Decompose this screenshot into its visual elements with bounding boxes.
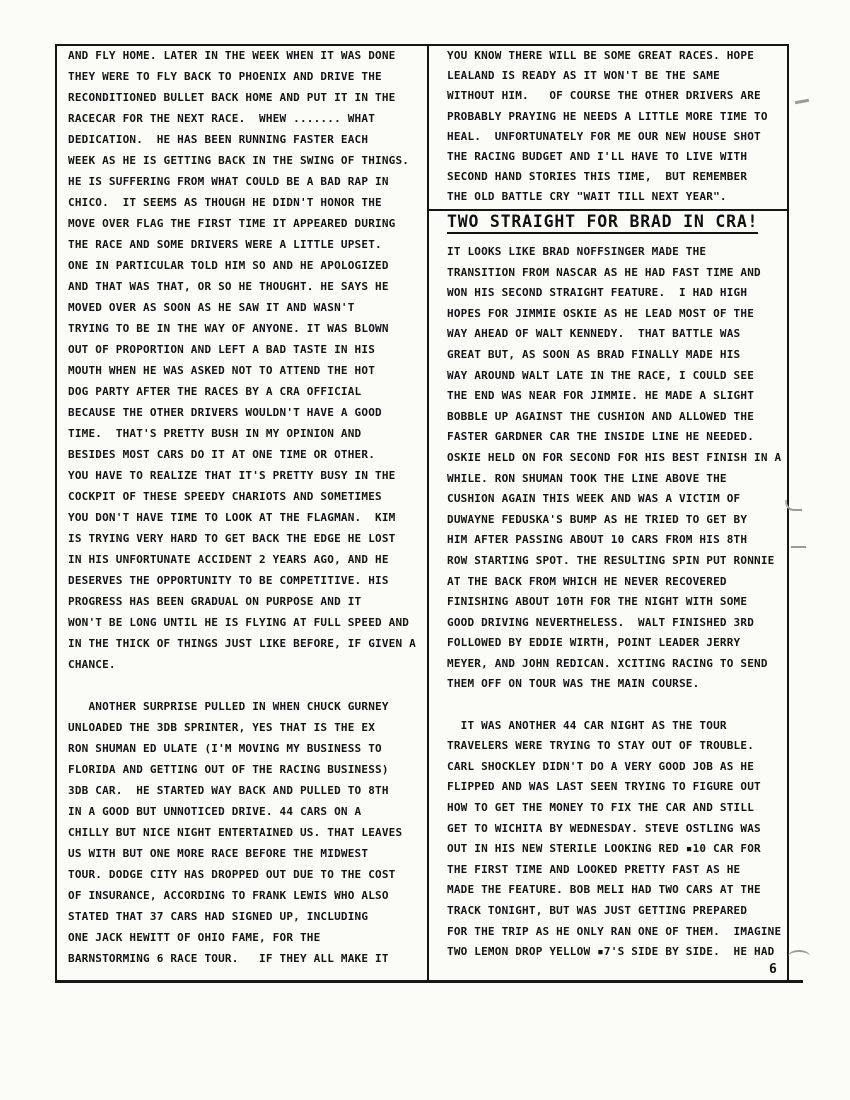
text-line: AT THE BACK FROM WHICH HE NEVER RECOVERED	[447, 574, 727, 588]
text-line: WON'T BE LONG UNTIL HE IS FLYING AT FULL SPEED AND	[68, 616, 410, 629]
text-line: PROBABLY PRAYING HE NEEDS A LITTLE MORE TIME TO	[447, 109, 768, 123]
text-line: TWO LEMON DROP YELLOW ▪7'S SIDE BY SIDE. HE HAD	[447, 945, 775, 959]
text-line: OSKIE HELD ON FOR SECOND FOR HIS BEST FINISH IN A	[447, 450, 782, 464]
text-line: TOUR. DODGE CITY HAS DROPPED OUT DUE TO THE COST	[68, 868, 396, 881]
text-line: CHILLY BUT NICE NIGHT ENTERTAINED US. THAT LEAVES	[68, 826, 403, 839]
text-line: ONE IN PARTICULAR TOLD HIM SO AND HE APOLOGIZED	[68, 259, 389, 272]
text-line: WEEK AS HE IS GETTING BACK IN THE SWING OF THINGS.	[68, 154, 410, 167]
text-line: TRAVELERS WERE TRYING TO STAY OUT OF TROUBLE.	[447, 739, 755, 753]
text-line: THE END WAS NEAR FOR JIMMIE. HE MADE A SLIGHT	[447, 389, 755, 403]
text-line: DOG PARTY AFTER THE RACES BY A CRA OFFICIAL	[68, 385, 362, 398]
text-line: RACECAR FOR THE NEXT RACE. WHEW ....... WHAT	[68, 112, 376, 125]
text-line: CARL SHOCKLEY DIDN'T DO A VERY GOOD JOB AS HE	[447, 759, 755, 773]
text-line: MOVE OVER FLAG THE FIRST TIME IT APPEARED DURING	[68, 217, 396, 230]
text-line: WHILE. RON SHUMAN TOOK THE LINE ABOVE THE	[447, 471, 727, 485]
text-line: GOOD DRIVING NEVERTHELESS. WALT FINISHED 3RD	[447, 615, 755, 629]
text-line: IN A GOOD BUT UNNOTICED DRIVE. 44 CARS ON A	[68, 805, 362, 818]
column-divider	[427, 44, 429, 982]
text-line: WAY AROUND WALT LATE IN THE RACE, I COULD SEE	[447, 368, 755, 382]
text-line: YOU HAVE TO REALIZE THAT IT'S PRETTY BUSY IN THE	[68, 469, 396, 482]
text-line: ROW STARTING SPOT. THE RESULTING SPIN PUT RONNIE	[447, 553, 775, 567]
text-line: IT WAS ANOTHER 44 CAR NIGHT AS THE TOUR	[447, 718, 727, 732]
text-line: IN THE THICK OF THINGS JUST LIKE BEFORE, IF GIVEN A	[68, 637, 416, 650]
text-line: OF INSURANCE, ACCORDING TO FRANK LEWIS WHO ALSO	[68, 889, 389, 902]
text-line: DUWAYNE FEDUSKA'S BUMP AS HE TRIED TO GET BY	[447, 512, 748, 526]
text-line: COCKPIT OF THESE SPEEDY CHARIOTS AND SOMETIMES	[68, 490, 382, 503]
scan-artifact-hook	[791, 546, 806, 548]
text-line: MADE THE FEATURE. BOB MELI HAD TWO CARS AT THE	[447, 883, 761, 897]
text-line: GREAT BUT, AS SOON AS BRAD FINALLY MADE HIS	[447, 347, 741, 361]
text-line: WON HIS SECOND STRAIGHT FEATURE. I HAD HIGH	[447, 286, 748, 300]
text-line: TRANSITION FROM NASCAR AS HE HAD FAST TIME AND	[447, 265, 761, 279]
section-headline: TWO STRAIGHT FOR BRAD IN CRA!	[447, 212, 758, 234]
right-column-body-text	[447, 245, 788, 966]
text-line: HOW TO GET THE MONEY TO FIX THE CAR AND STILL	[447, 801, 755, 815]
left-column-text	[68, 49, 418, 973]
text-line: FOLLOWED BY EDDIE WIRTH, POINT LEADER JERRY	[447, 636, 741, 650]
text-line: ONE JACK HEWITT OF OHIO FAME, FOR THE	[68, 931, 321, 944]
text-line: THE FIRST TIME AND LOOKED PRETTY FAST AS HE	[447, 862, 741, 876]
text-line: TIME. THAT'S PRETTY BUSH IN MY OPINION AND	[68, 427, 362, 440]
text-line: MEYER, AND JOHN REDICAN. XCITING RACING TO SEND	[447, 656, 768, 670]
text-line: AND FLY HOME. LATER IN THE WEEK WHEN IT WAS DONE	[68, 49, 396, 62]
text-line: FINISHING ABOUT 10TH FOR THE NIGHT WITH SOME	[447, 595, 748, 609]
text-line: OUT OF PROPORTION AND LEFT A BAD TASTE IN HIS	[68, 343, 376, 356]
text-line: IN HIS UNFORTUNATE ACCIDENT 2 YEARS AGO, AND HE	[68, 553, 389, 566]
right-column-intro-text	[447, 49, 788, 211]
text-line: WITHOUT HIM. OF COURSE THE OTHER DRIVERS ARE	[447, 89, 761, 103]
text-line: THEY WERE TO FLY BACK TO PHOENIX AND DRIVE THE	[68, 70, 382, 83]
text-line: DEDICATION. HE HAS BEEN RUNNING FASTER EACH	[68, 133, 369, 146]
text-line: YOU DON'T HAVE TIME TO LOOK AT THE FLAGMAN. KIM	[68, 511, 396, 524]
text-line: SECOND HAND STORIES THIS TIME, BUT REMEMBER	[447, 170, 748, 184]
text-line: THE RACE AND SOME DRIVERS WERE A LITTLE UPSET.	[68, 238, 382, 251]
page-border-left	[55, 44, 57, 982]
text-line: THE RACING BUDGET AND I'LL HAVE TO LIVE WITH	[447, 149, 748, 163]
text-line: HOPES FOR JIMMIE OSKIE AS HE LEAD MOST OF THE	[447, 306, 755, 320]
text-line: RECONDITIONED BULLET BACK HOME AND PUT IT IN THE	[68, 91, 396, 104]
text-line: BECAUSE THE OTHER DRIVERS WOULDN'T HAVE A GOOD	[68, 406, 382, 419]
text-line	[447, 698, 788, 719]
text-line: AND THAT WAS THAT, OR SO HE THOUGHT. HE SAYS HE	[68, 280, 389, 293]
text-line: YOU KNOW THERE WILL BE SOME GREAT RACES. HOPE	[447, 49, 755, 62]
text-line: OUT IN HIS NEW STERILE LOOKING RED ▪10 CAR FOR	[447, 842, 761, 856]
scan-artifact-arc	[788, 950, 810, 963]
text-line: BARNSTORMING 6 RACE TOUR. IF THEY ALL MAKE IT	[68, 952, 389, 965]
page-border-bottom	[55, 980, 803, 983]
text-line: STATED THAT 37 CARS HAD SIGNED UP, INCLUDING	[68, 910, 369, 923]
text-line: GET TO WICHITA BY WEDNESDAY. STEVE OSTLING WAS	[447, 821, 761, 835]
page-number: 6	[769, 962, 777, 977]
section-headline-wrap	[447, 212, 758, 234]
text-line: CHICO. IT SEEMS AS THOUGH HE DIDN'T HONOR THE	[68, 196, 382, 209]
text-line: MOUTH WHEN HE WAS ASKED NOT TO ATTEND THE HOT	[68, 364, 376, 377]
text-line: FASTER GARDNER CAR THE INSIDE LINE HE NEEDED.	[447, 430, 755, 444]
text-line: WAY AHEAD OF WALT KENNEDY. THAT BATTLE WAS	[447, 327, 741, 341]
text-line: FOR THE TRIP AS HE ONLY RAN ONE OF THEM. IMAGINE	[447, 924, 782, 938]
text-line: TRACK TONIGHT, BUT WAS JUST GETTING PREPARED	[447, 904, 748, 917]
text-line: FLIPPED AND WAS LAST SEEN TRYING TO FIGURE OUT	[447, 780, 761, 794]
text-line: IT LOOKS LIKE BRAD NOFFSINGER MADE THE	[447, 245, 707, 258]
text-line: LEALAND IS READY AS IT WON'T BE THE SAME	[447, 69, 720, 83]
text-line: MOVED OVER AS SOON AS HE SAW IT AND WASN'T	[68, 301, 355, 314]
text-line: HE IS SUFFERING FROM WHAT COULD BE A BAD RAP IN	[68, 175, 389, 188]
text-line: CUSHION AGAIN THIS WEEK AND WAS A VICTIM OF	[447, 492, 741, 506]
text-line: HIM AFTER PASSING ABOUT 10 CARS FROM HIS 8TH	[447, 533, 748, 547]
page-border-top	[56, 44, 789, 46]
text-line	[68, 679, 418, 700]
text-line: IS TRYING VERY HARD TO GET BACK THE EDGE HE LOST	[68, 532, 396, 545]
text-line: CHANCE.	[68, 658, 116, 671]
text-line: PROGRESS HAS BEEN GRADUAL ON PURPOSE AND IT	[68, 595, 362, 608]
scan-artifact-dash	[795, 99, 809, 104]
text-line: FLORIDA AND GETTING OUT OF THE RACING BUSINESS)	[68, 763, 389, 776]
text-line: DESERVES THE OPPORTUNITY TO BE COMPETITIVE. HIS	[68, 574, 389, 587]
text-line: THEM OFF ON TOUR WAS THE MAIN COURSE.	[447, 677, 700, 691]
text-line: HEAL. UNFORTUNATELY FOR ME OUR NEW HOUSE SHOT	[447, 129, 761, 143]
text-line: US WITH BUT ONE MORE RACE BEFORE THE MIDWEST	[68, 847, 369, 860]
text-line: THE OLD BATTLE CRY "WAIT TILL NEXT YEAR".	[447, 190, 727, 204]
text-line: RON SHUMAN ED ULATE (I'M MOVING MY BUSINESS TO	[68, 742, 382, 755]
text-line: BOBBLE UP AGAINST THE CUSHION AND ALLOWED THE	[447, 409, 755, 423]
text-line: BESIDES MOST CARS DO IT AT ONE TIME OR OTHER.	[68, 448, 376, 461]
text-line: TRYING TO BE IN THE WAY OF ANYONE. IT WAS BLOWN	[68, 322, 389, 335]
text-line: UNLOADED THE 3DB SPRINTER, YES THAT IS THE EX	[68, 721, 376, 734]
text-line: ANOTHER SURPRISE PULLED IN WHEN CHUCK GURNEY	[68, 700, 389, 713]
text-line: 3DB CAR. HE STARTED WAY BACK AND PULLED TO 8TH	[68, 784, 389, 797]
